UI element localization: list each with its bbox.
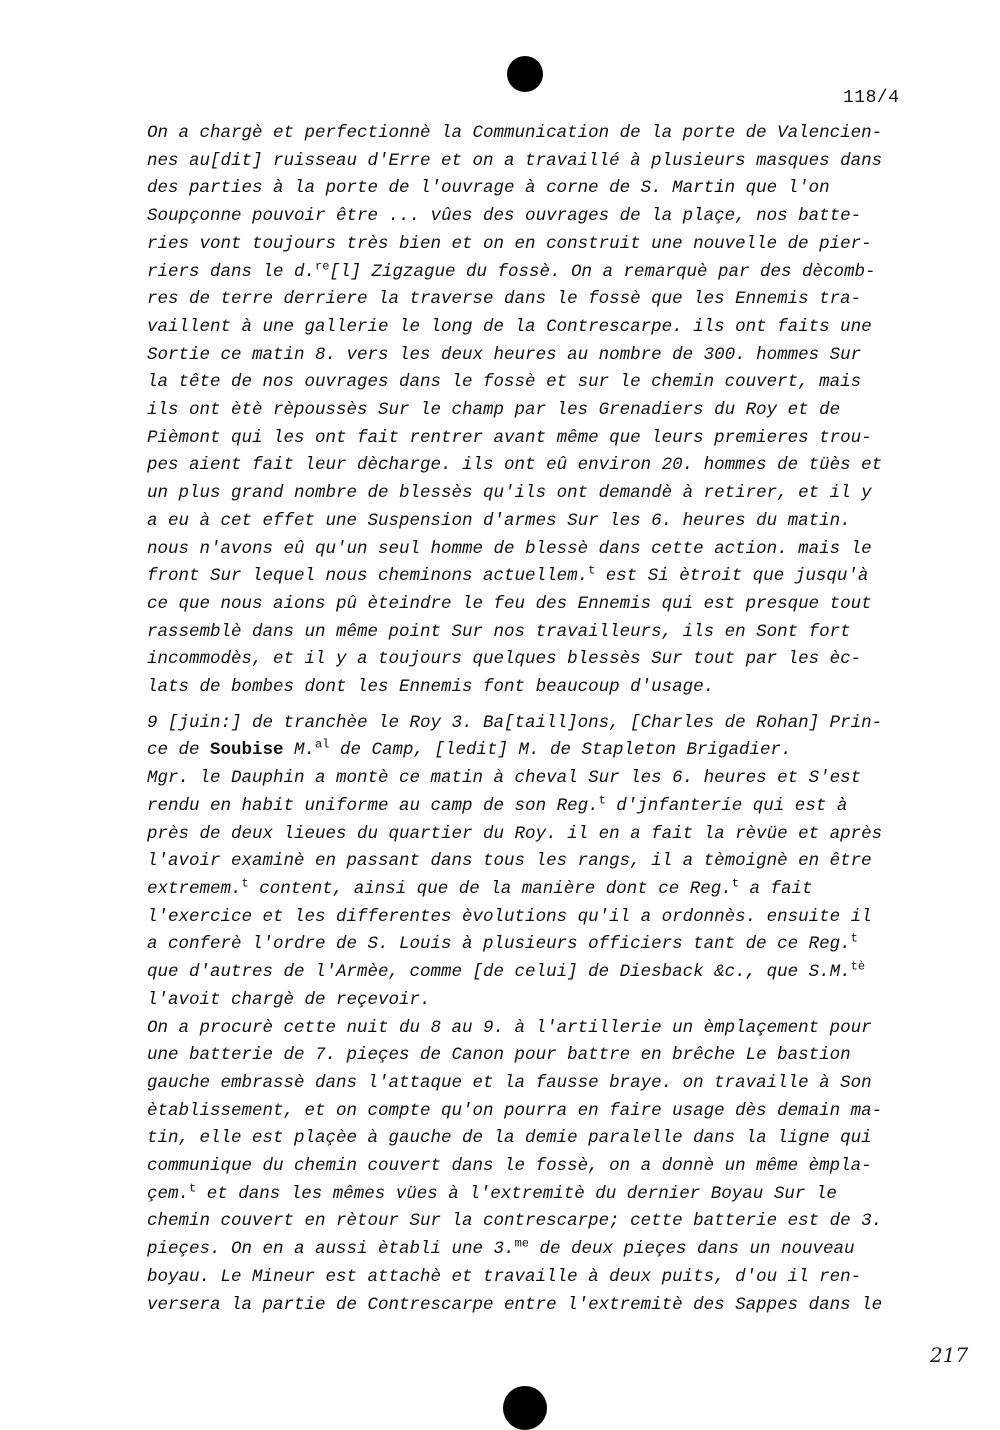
text-line: communique du chemin couvert dans le fossè, on a donnè un même èmpla- [147,1156,872,1177]
text-segment: a fait [739,878,813,899]
text-line: res de terre derriere la traverse dans le fossè que les Ennemis tra- [147,289,862,310]
superscript: me [514,1236,529,1251]
paragraph-2 [147,710,912,1015]
text-line: vaillent à une gallerie le long de la Contrescarpe. ils ont faits une [147,316,872,337]
text-segment: çem. [147,1183,190,1204]
text-line: des parties à la porte de l'ouvrage à corne de S. Martin que l'on [147,178,830,199]
superscript: al [315,737,330,752]
text-line: ce que nous aions pû èteindre le feu des Ennemis qui est presque tout [147,593,872,614]
page-number: 118/4 [843,88,900,108]
superscript: tè [850,959,866,974]
text-line: incommodès, et il y a toujours quelques blessès Sur tout par les èc- [147,649,862,670]
text-line: nes au[dit] ruisseau d'Erre et on a travaillé à plusieurs masques dans [147,150,883,171]
text-line [147,1181,912,1209]
text-line: Soupçonne pouvoir être ... vûes des ouvrages de la plaçe, nos batte- [147,206,862,227]
text-line: ils ont ètè rèpoussès Sur le champ par les Grenadiers du Roy et de [147,400,841,421]
text-line: l'exercice et les differentes èvolutions qu'il a ordonnès. ensuite il [147,906,872,927]
text-line: versera la partie de Contrescarpe entre l'extremitè des Sappes dans le [147,1294,883,1315]
text-segment: et dans les mêmes vües à l'extremitè du dernier Boyau Sur le [196,1183,837,1204]
text-line [147,1236,912,1264]
punch-hole-bottom [503,1386,547,1430]
paragraph-gap [147,702,912,710]
text-line: a eu à cet effet une Suspension d'armes Sur les 6. heures du matin. [147,510,851,531]
superscript: re [315,258,330,273]
text-line: boyau. Le Mineur est attachè et travaille à deux puits, d'ou il ren- [147,1266,862,1287]
superscript: t [588,563,596,578]
text-segment: de Camp, [ledit] M. de Stapleton Brigadier. [329,740,792,761]
text-segment: rendu en habit uniforme au camp de son Reg. [147,795,599,816]
superscript: t [241,876,249,891]
superscript: t [189,1181,197,1196]
text-line: nous n'avons eû qu'un seul homme de blessè dans cette action. mais le [147,538,872,559]
text-line: une batterie de 7. pieçes de Canon pour battre en brêche Le bastion [147,1045,851,1066]
text-line: lats de bombes dont les Ennemis font beaucoup d'usage. [147,677,715,698]
text-line: rassemblè dans un même point Sur nos travailleurs, ils en Sont fort [147,621,851,642]
superscript: t [731,876,740,891]
superscript: t [598,793,606,808]
text-line: tin, elle est plaçèe à gauche de la demie paralelle dans la ligne qui [147,1128,872,1149]
text-line: la tête de nos ouvrages dans le fossè et sur le chemin couvert, mais [147,372,862,393]
text-segment: ce de [147,740,211,761]
text-segment: est Si ètroit que jusqu'à [595,566,869,587]
superscript: t [850,931,858,946]
text-line: ètablissement, et on compte qu'on pourra en faire usage dès demain ma- [147,1100,883,1121]
text-line: chemin couvert en rètour Sur la contrescarpe; cette batterie est de 3. [147,1211,883,1232]
text-line: l'avoit chargè de reçevoir. [147,989,431,1010]
text-line [147,259,912,287]
text-line: ries vont toujours très bien et on en construit une nouvelle de pier- [147,233,872,254]
text-line [147,563,912,591]
text-segment: a conferè l'ordre de S. Louis à plusieurs officiers tant de ce Reg. [147,934,851,955]
text-line: pes aient fait leur dècharge. ils ont eû environ 20. hommes de tüès et [147,455,883,476]
paragraph-3 [147,1015,912,1320]
bold-name: Soubise [210,740,284,761]
punch-hole-top [507,56,543,92]
text-line: 9 [juin:] de tranchèe le Roy 3. Ba[taill]ons, [Charles de Rohan] Prin- [147,712,883,733]
document-body [147,120,912,1319]
text-line: On a procurè cette nuit du 8 au 9. à l'artillerie un èmplaçement pour [147,1017,872,1038]
text-segment: extremem. [147,878,242,899]
text-line: On a chargè et perfectionnè la Communication de la porte de Valencien- [147,123,883,143]
text-segment: d'jnfanterie qui est à [605,795,848,816]
text-line [147,793,912,821]
text-segment: [l] Zigzague du fossè. On a remarquè par des dècomb- [329,261,876,282]
text-line: l'avoir examinè en passant dans tous les rangs, il a tèmoignè en être [147,851,872,872]
text-line: Mgr. le Dauphin a montè ce matin à cheval Sur les 6. heures et S'est [147,768,862,789]
text-segment: pieçes. On en a aussi ètabli une 3. [147,1239,515,1260]
text-segment: de deux pieçes dans un nouveau [528,1239,855,1260]
text-line: Sortie ce matin 8. vers les deux heures au nombre de 300. hommes Sur [147,344,862,365]
text-segment: front Sur lequel nous cheminons actuellem. [147,566,589,587]
text-line: près de deux lieues du quartier du Roy. il en a fait la rèvüe et après [147,823,883,844]
text-segment: M. [283,740,316,761]
text-line [147,931,912,959]
text-segment: riers dans le d. [147,261,316,282]
paragraph-1 [147,120,912,702]
handwritten-folio-number: 217 [930,1343,969,1367]
text-line [147,959,912,987]
text-line [147,737,912,765]
text-line: un plus grand nombre de blessès qu'ils ont demandè à retirer, et il y [147,483,872,504]
text-segment: que d'autres de l'Armèe, comme [de celui] de Diesback &c., que S.M. [147,962,851,983]
text-line: Pièmont qui les ont fait rentrer avant même que leurs premieres trou- [147,427,872,448]
text-line: gauche embrassè dans l'attaque et la fausse braye. on travaille à Son [147,1072,872,1093]
text-line [147,876,912,904]
text-segment: content, ainsi que de la manière dont ce Reg. [248,878,732,899]
